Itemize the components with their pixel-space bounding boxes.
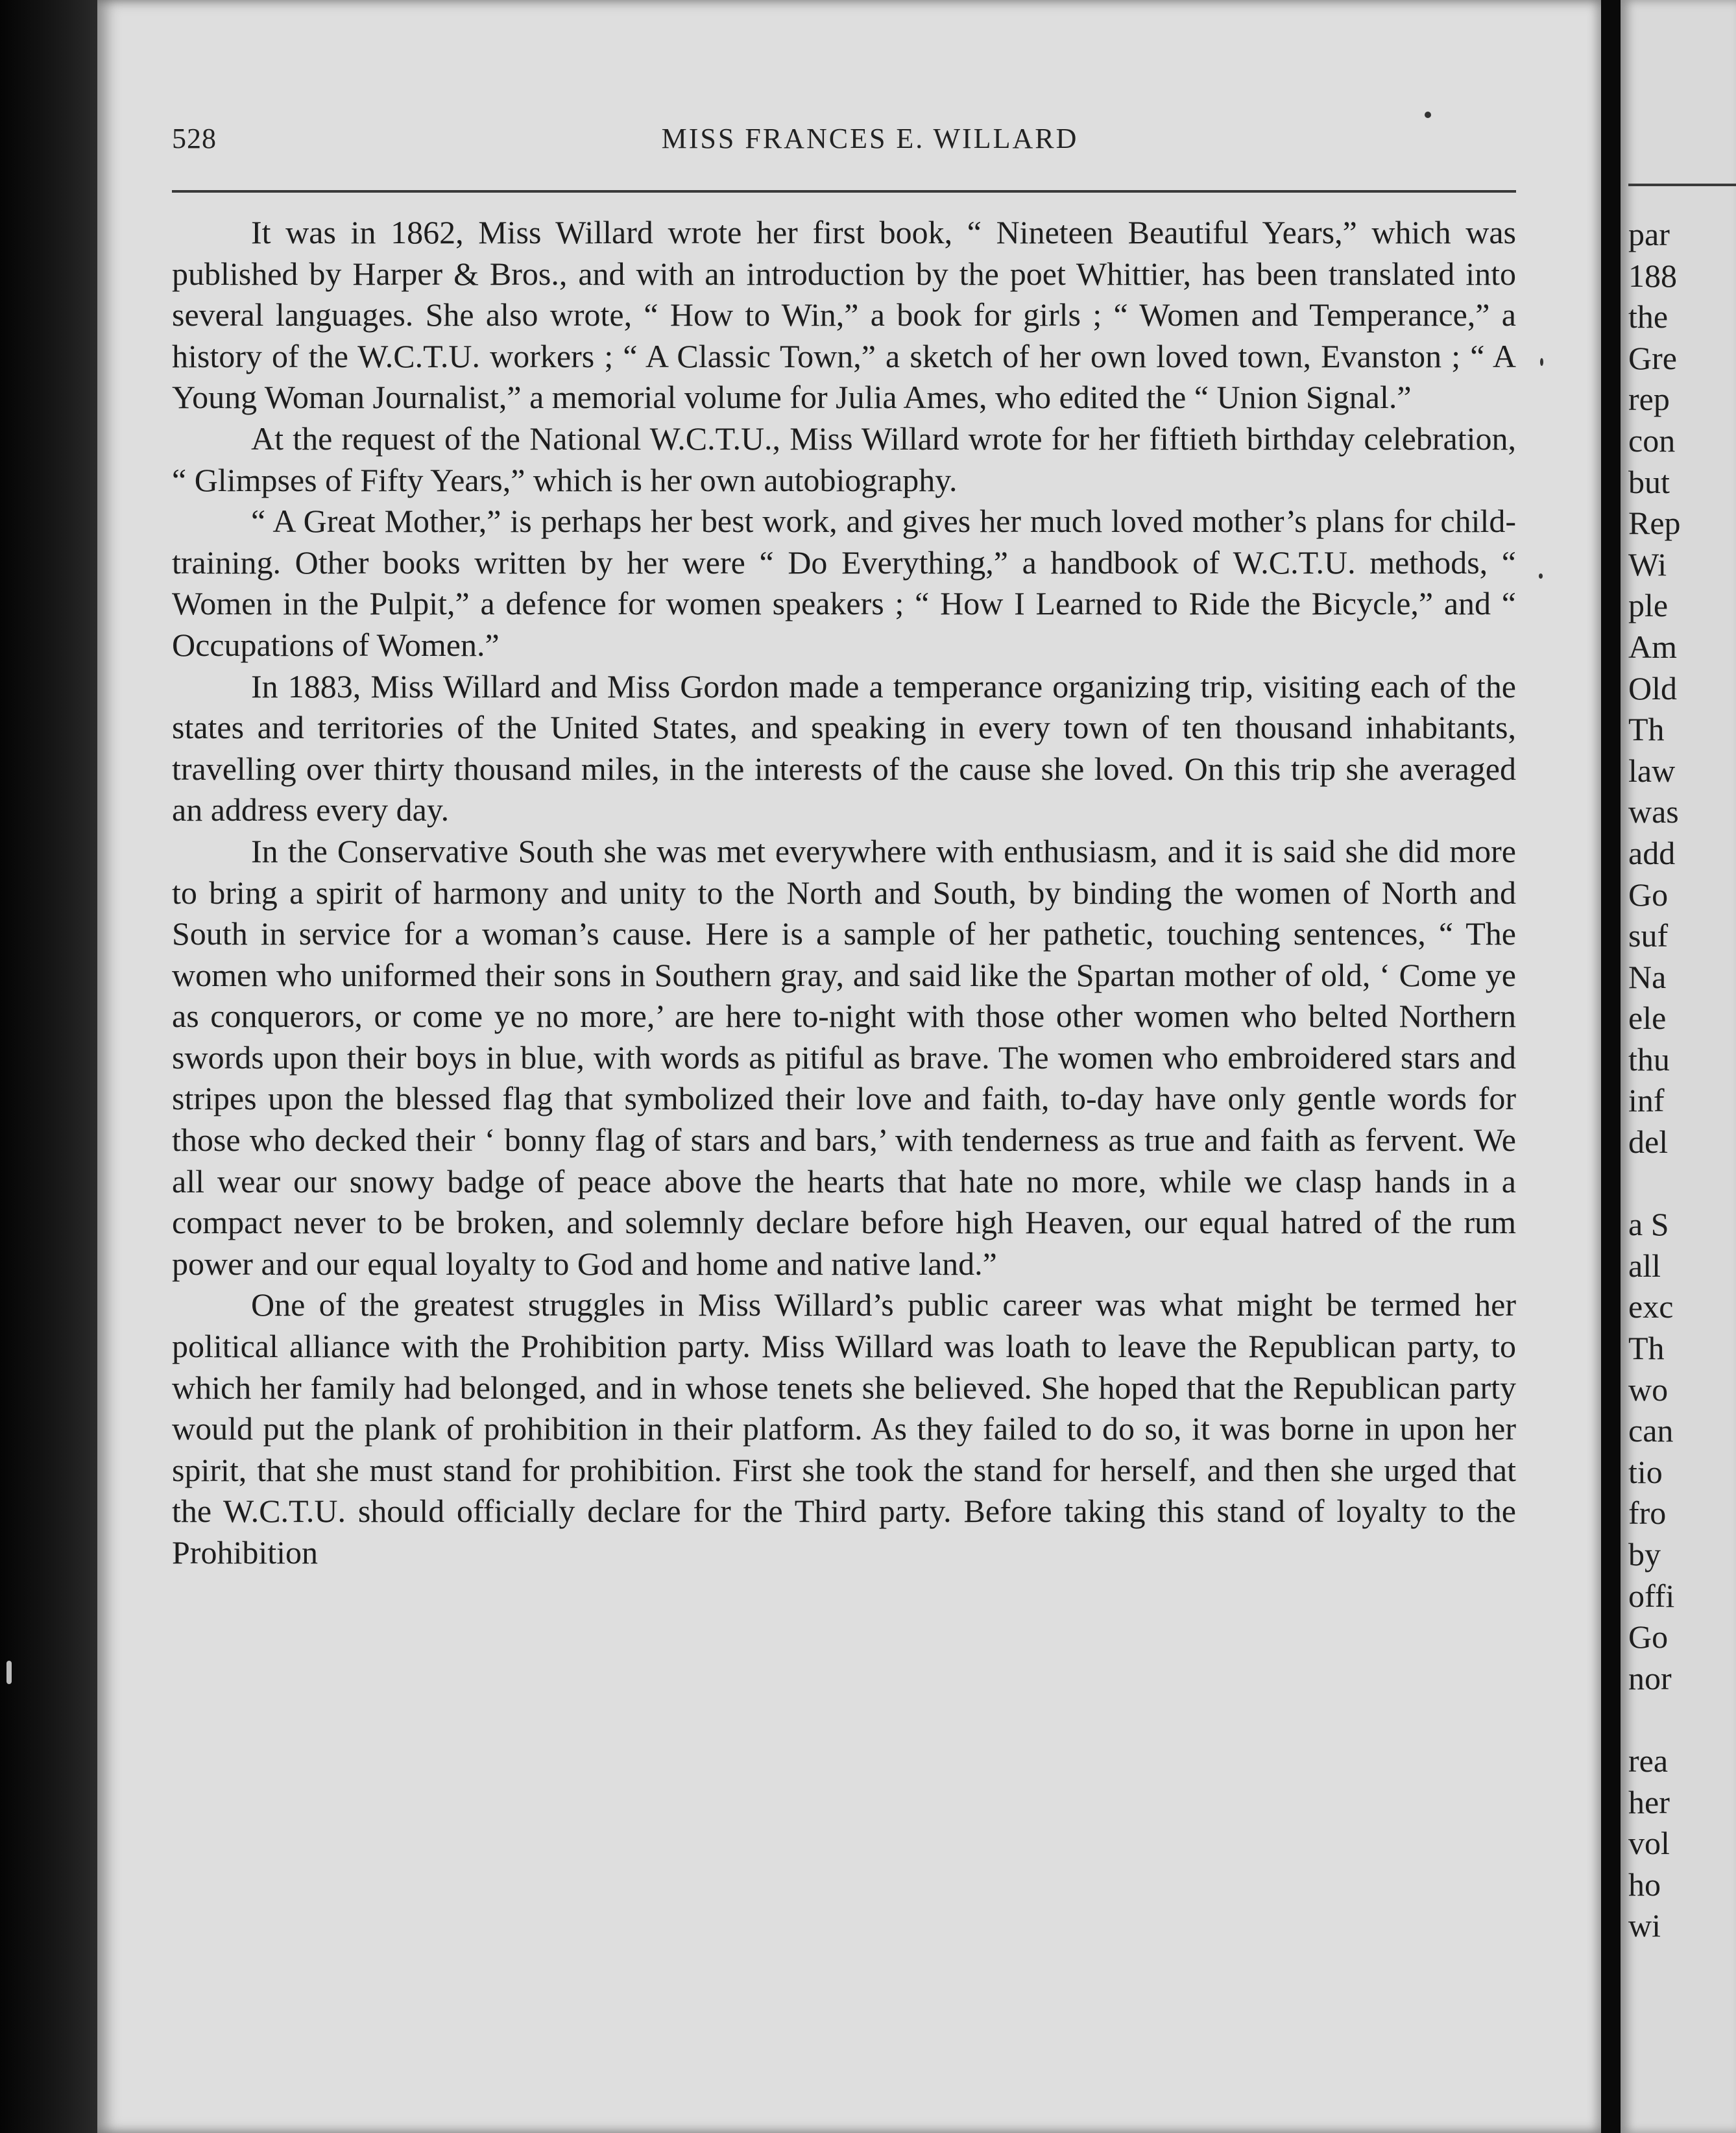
next-page-fragment: del bbox=[1628, 1124, 1669, 1161]
book-spine-edge bbox=[0, 0, 97, 2133]
next-page-fragment: exc bbox=[1628, 1288, 1674, 1325]
paragraph: In the Conservative South she was met everywhere with enthusiasm, and it is said she did more to bring a spirit of harmony and unity to the North and South, by binding the women of North and South in service for a woman’s cause. Here is a sample of her pathetic, touching sentences, “ The women who uniformed their sons in Southern gray, and said like the Spartan mother of old, ‘ Come ye as conquerors, or come ye no more,’ are here to-night with those other women who belted Northern swords upon their boys in blue, with words as pitiful as brave. The women who embroidered stars and stripes upon the blessed flag that symbolized their love and faith, to-day have only gentle words for those who decked their ‘ bonny flag of stars and bars,’ with tenderness as true and faith as fervent. We all wear our snowy badge of peace above the hearts that hate no more, while we clasp hands in a compact never to be broken, and solemnly declare before high Heaven, our equal hatred of the rum power and our equal loyalty to God and home and native land.” bbox=[172, 832, 1516, 1282]
next-page-fragment: inf bbox=[1628, 1082, 1665, 1119]
next-page-fragment: tio bbox=[1628, 1453, 1663, 1490]
next-page-fragment: law bbox=[1628, 752, 1676, 789]
paragraph: One of the greatest struggles in Miss Willard’s public career was what might be termed her political alliance with the Prohibition party. Miss Willard was loath to leave the Republican party, to which her family had belonged, and in whose tenets she believed. She hoped that the Republican party would put the plank of prohibition in their platform. As they failed to do so, it was borne in upon her spirit, that she must stand for prohibition. First she took the stand for herself, and then she urged that the W.C.T.U. should officially declare for the Third party. Before taking this stand of loyalty to the Prohibition bbox=[172, 1286, 1516, 1571]
next-page-fragment bbox=[1628, 1699, 1736, 1741]
next-page-fragment: add bbox=[1628, 834, 1676, 871]
next-page-fragment: a S bbox=[1628, 1206, 1669, 1243]
next-page-fragment: can bbox=[1628, 1412, 1674, 1449]
next-page-fragment: Gre bbox=[1628, 339, 1677, 376]
next-page-fragment: wo bbox=[1628, 1371, 1669, 1408]
page-header bbox=[172, 122, 1516, 167]
header-rule bbox=[172, 190, 1516, 193]
next-page-fragment: was bbox=[1628, 793, 1679, 830]
next-page-fragment: Rep bbox=[1628, 505, 1681, 542]
next-page-fragment: rep bbox=[1628, 381, 1670, 418]
next-page-fragment: Am bbox=[1628, 628, 1677, 665]
next-page-fragment: Th bbox=[1628, 711, 1665, 748]
next-page-fragment: her bbox=[1628, 1783, 1670, 1820]
next-page-rule bbox=[1628, 184, 1736, 186]
body-text bbox=[172, 212, 1516, 1574]
next-page-fragment: rea bbox=[1628, 1742, 1669, 1779]
next-page-fragment: offi bbox=[1628, 1577, 1675, 1614]
next-page-fragment: Old bbox=[1628, 669, 1677, 706]
next-page-fragment bbox=[1628, 1163, 1736, 1205]
scan-mark bbox=[6, 1661, 12, 1684]
next-page-fragment: fro bbox=[1628, 1495, 1667, 1532]
next-page-fragment: nor bbox=[1628, 1659, 1672, 1696]
paragraph: It was in 1862, Miss Willard wrote her first book, “ Nineteen Beautiful Years,” which was published by Harper & Bros., and with an introduction by the poet Whittier, has been translated into several languages. She also wrote, “ How to Win,” a book for girls ; “ Women and Temperance,” a history of the W.C.T.U. workers ; “ A Classic Town,” a sketch of her own loved town, Evanston ; “ A Young Woman Journalist,” a memorial volume for Julia Ames, who edited the “ Union Signal.” bbox=[172, 214, 1516, 416]
next-page-fragment: the bbox=[1628, 298, 1669, 335]
next-page-fragment: Na bbox=[1628, 958, 1667, 995]
next-page-fragment: con bbox=[1628, 422, 1676, 459]
next-page-fragment: 188 bbox=[1628, 257, 1677, 294]
next-page-fragment: but bbox=[1628, 463, 1670, 500]
paragraph: “ A Great Mother,” is perhaps her best work, and gives her much loved mother’s plans for child-training. Other books written by her were “ Do Everything,” a handbook of W.C.T.U. methods, “ Women in the Pulpit,” a defence for women speakers ; “ How I Learned to Ride the Bicycle,” and “ Occupations of Women.” bbox=[172, 503, 1516, 663]
next-page-fragment: par bbox=[1628, 216, 1670, 252]
dust-speck bbox=[1425, 112, 1431, 118]
next-page-text-fragments bbox=[1628, 214, 1736, 1947]
paragraph: In 1883, Miss Willard and Miss Gordon made a temperance organizing trip, visiting each of the states and territories of the United States, and speaking in every town of ten thousand inhabitants, travelling over thirty thousand miles, in the interests of the cause she loved. On this trip she averaged an address every day. bbox=[172, 668, 1516, 828]
next-page-fragment: suf bbox=[1628, 917, 1669, 954]
dust-speck bbox=[1539, 573, 1543, 579]
next-page-fragment: Th bbox=[1628, 1330, 1665, 1367]
running-title: MISS FRANCES E. WILLARD bbox=[661, 123, 1079, 154]
paragraph: At the request of the National W.C.T.U., Miss Willard wrote for her fiftieth birthday celebration, “ Glimpses of Fifty Years,” which is her own autobiography. bbox=[172, 420, 1516, 498]
page-number: 528 bbox=[172, 123, 217, 154]
next-page-fragment: wi bbox=[1628, 1907, 1661, 1944]
next-page-fragment: Go bbox=[1628, 876, 1669, 913]
next-page-fragment: ho bbox=[1628, 1866, 1661, 1903]
next-page-fragment: vol bbox=[1628, 1825, 1670, 1862]
next-page-fragment: all bbox=[1628, 1247, 1661, 1284]
dust-speck bbox=[1540, 358, 1543, 366]
next-page-fragment: ple bbox=[1628, 587, 1669, 624]
next-page-fragment: thu bbox=[1628, 1041, 1670, 1078]
next-page-fragment: Wi bbox=[1628, 546, 1667, 583]
next-page-fragment: ele bbox=[1628, 1000, 1667, 1037]
next-page-fragment: by bbox=[1628, 1536, 1661, 1573]
gutter bbox=[1601, 0, 1621, 2133]
next-page-fragment: Go bbox=[1628, 1619, 1669, 1656]
